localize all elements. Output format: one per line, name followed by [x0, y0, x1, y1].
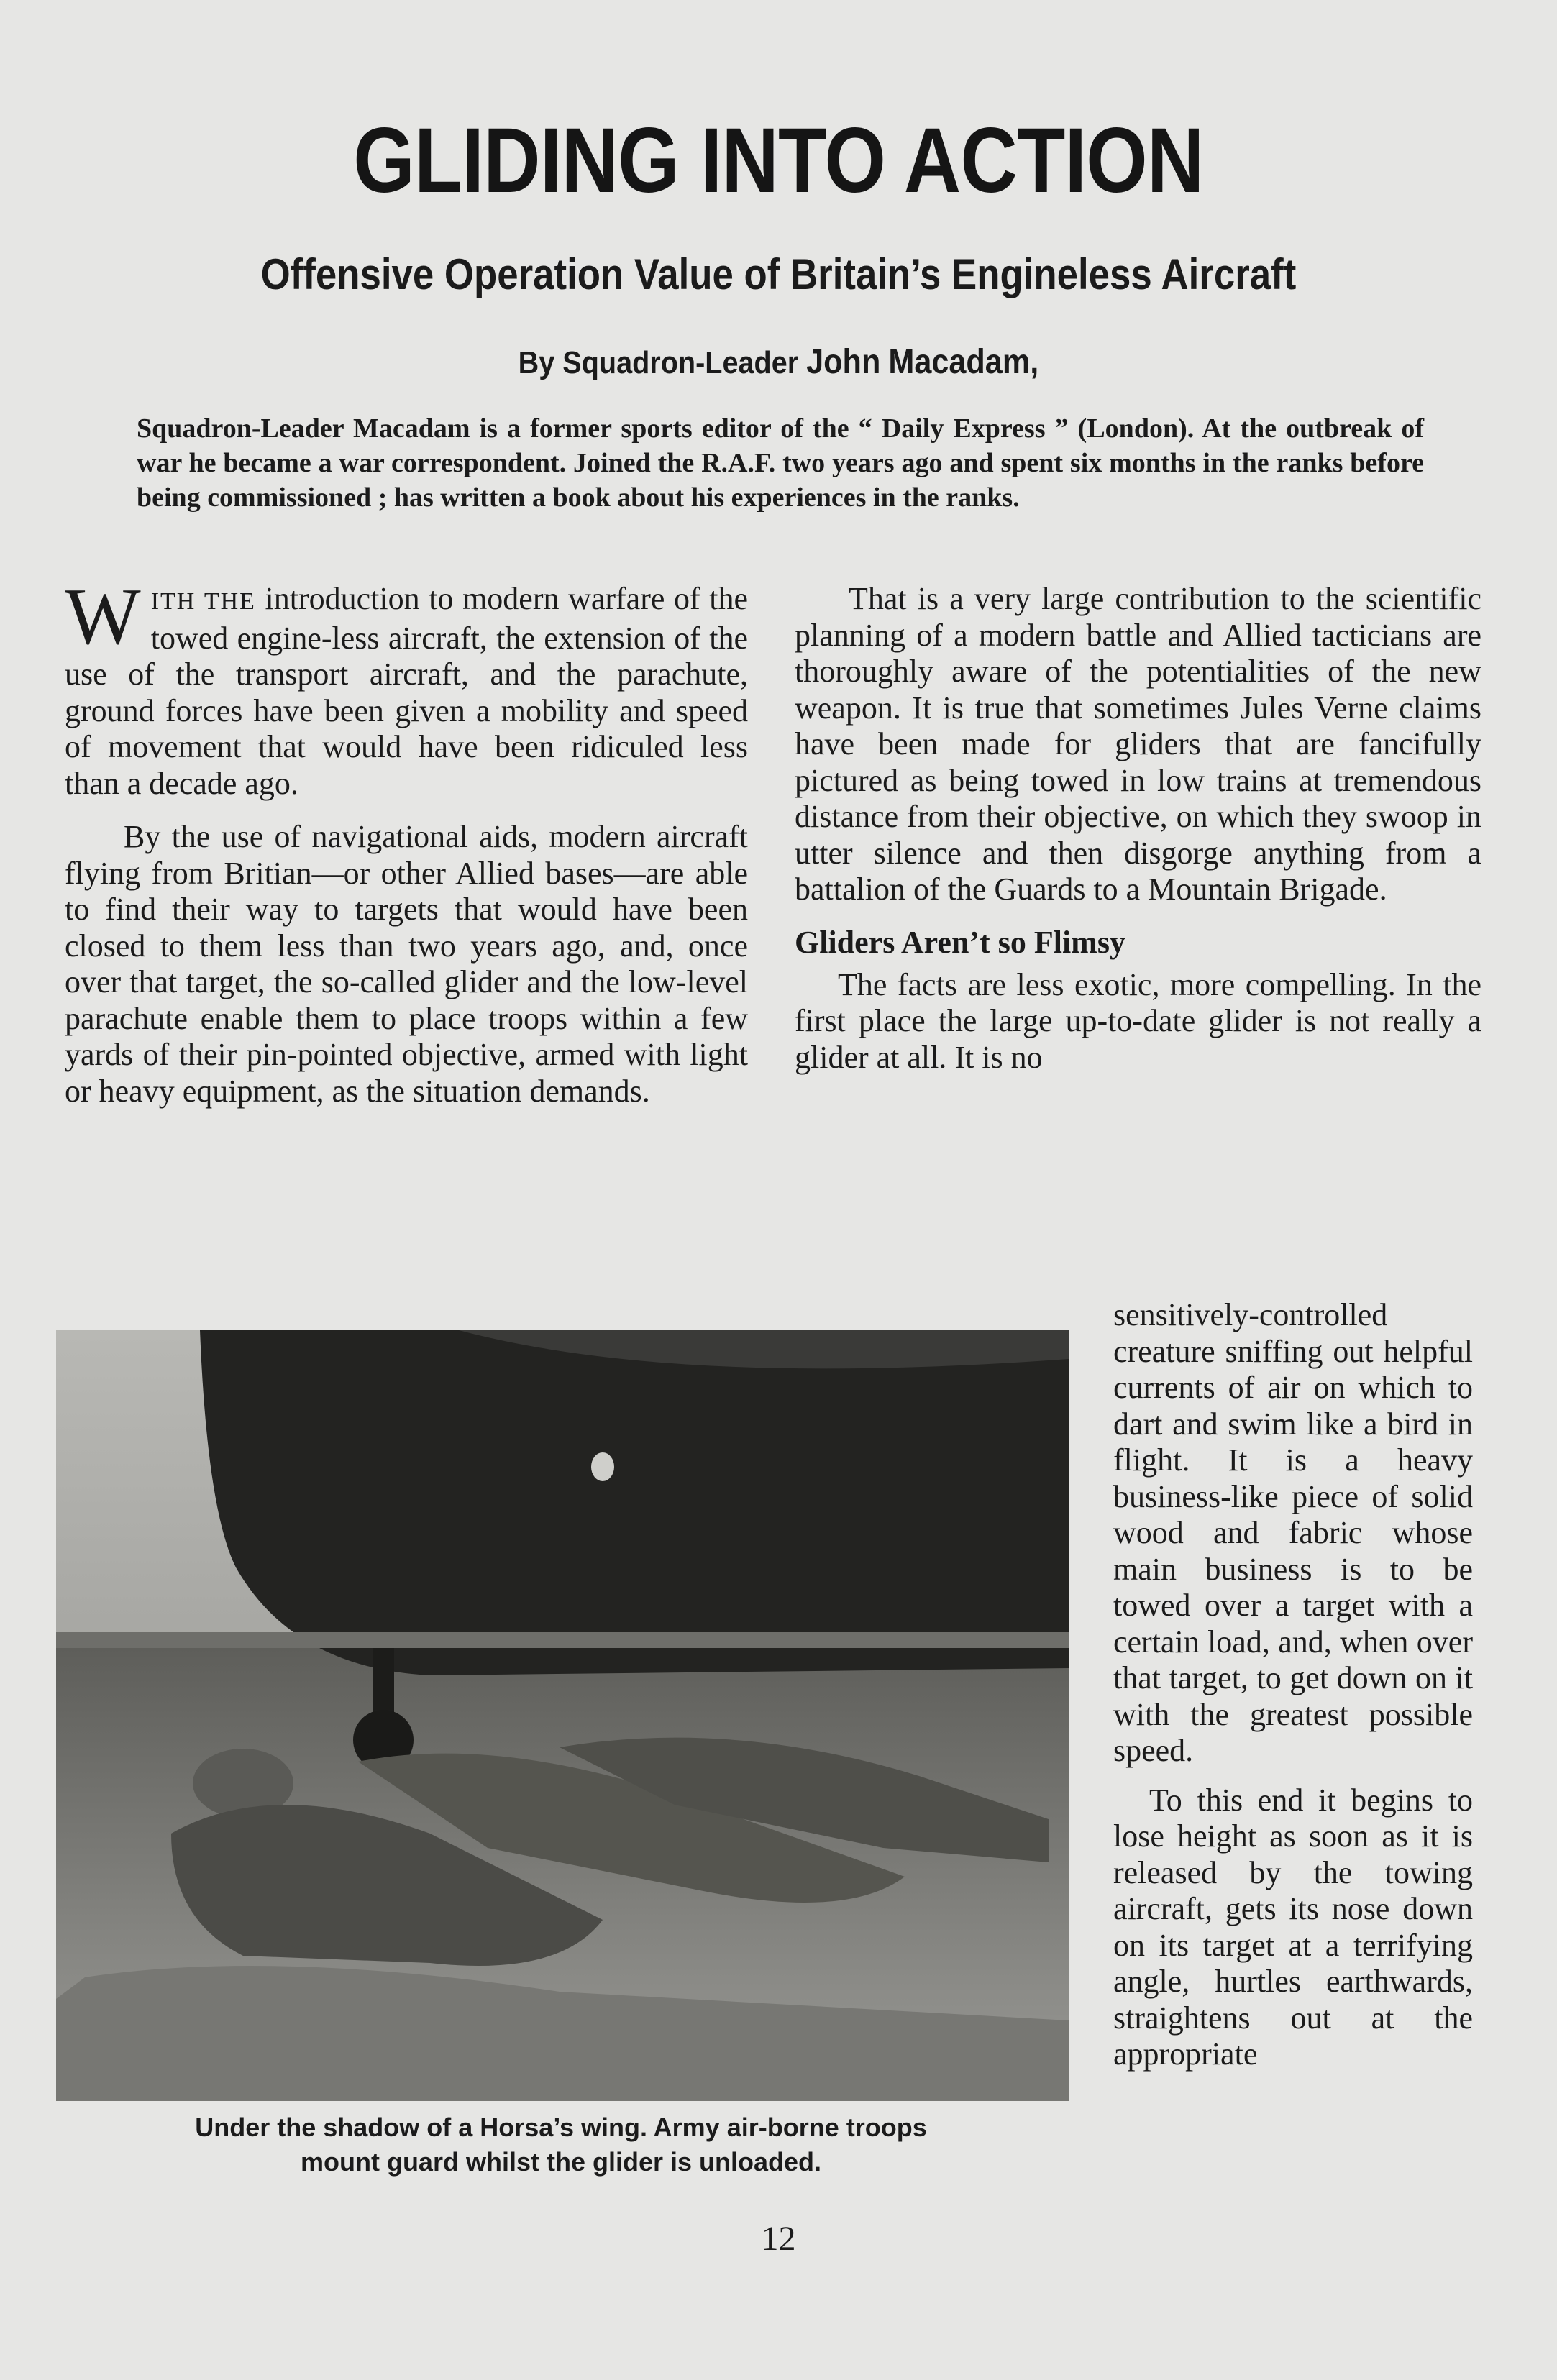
caption-line-2: mount guard whilst the glider is unloaded. [300, 2147, 822, 2177]
narrow-column [1113, 1297, 1473, 2073]
caption-line-1: Under the shadow of a Horsa’s wing. Army air-borne troops [195, 2113, 927, 2142]
byline-prefix: By Squadron-Leader [518, 345, 807, 380]
drop-cap: W [65, 572, 141, 662]
author-last-name: Macadam, [888, 343, 1039, 381]
left-para-2: By the use of navigational aids, modern aircraft flying from Britian—or other Allied bases—are able to find their way to targets that would have been closed to them less than two years ago, and, once over that target, the so-called glider and the low-level parachute enable them to place troops within a few yards of their pin-pointed objective, armed with light or heavy equipment, as the situation demands. [65, 819, 748, 1109]
photo-illustration [56, 1330, 1069, 2101]
glider-fuselage [200, 1330, 1069, 1675]
photo-caption [43, 2110, 1079, 2179]
left-para-1 [65, 572, 749, 802]
narrow-para-2: To this end it begins to lose height as soon as it is released by the towing aircraft, gets its nose down on its target at a terrifying angle, hurtles earthwards, straightens out at the appropriate [1113, 1782, 1473, 2072]
lead-smallcaps: ITH THE [150, 588, 256, 615]
section-subhead: Gliders Aren’t so Flimsy [795, 924, 1125, 960]
article-subtitle: Offensive Operation Value of Britain’s Engineless Aircraft [260, 250, 1297, 298]
author-bio: Squadron-Leader Macadam is a former sports editor of the “ Daily Express ” (London). At the outbreak of war he became a war correspondent. Joined the R.A.F. two years ago and spent six months in the ranks before being commissioned ; has written a book about his experiences in the ranks. [137, 413, 1424, 513]
right-para-2: The facts are less exotic, more compelling. In the first place the large up-to-date glider is not really a glider at all. It is no [795, 966, 1481, 1075]
author-first-name: John [806, 343, 881, 381]
left-para-1-text: introduction to modern warfare of the towed engine-less aircraft, the extension of the use of the transport aircraft, and the parachute, ground forces have been given a mobility and speed of movement that would have been ridiculed less than a decade ago. [65, 581, 749, 801]
left-column [65, 572, 749, 1109]
right-para-1: That is a very large contribution to the scientific planning of a modern battle and Allied tacticians are thoroughly aware of the potentialities of the new weapon. It is true that sometimes Jules Verne claims have been made for gliders that are fancifully pictured as being towed in low trains at tremendous distance from their objective, on which they swoop in utter silence and then disgorge anything from a battalion of the Guards to a Mountain Brigade. [795, 581, 1481, 907]
article-title: GLIDING INTO ACTION [353, 109, 1204, 212]
fuselage-porthole [591, 1452, 614, 1481]
narrow-para-1: sensitively-controlled creature sniffing out helpful currents of air on which to dart and swim like a bird in flight. It is a heavy business-like piece of solid wood and fabric whose main business is to be towed over a target with a certain load, and, when over that target, to get down on it with the greatest possible speed. [1113, 1297, 1473, 1768]
byline [78, 345, 1479, 380]
glider-photo [56, 1330, 1069, 2101]
page-number: 12 [761, 2220, 796, 2258]
right-column [795, 581, 1481, 1076]
